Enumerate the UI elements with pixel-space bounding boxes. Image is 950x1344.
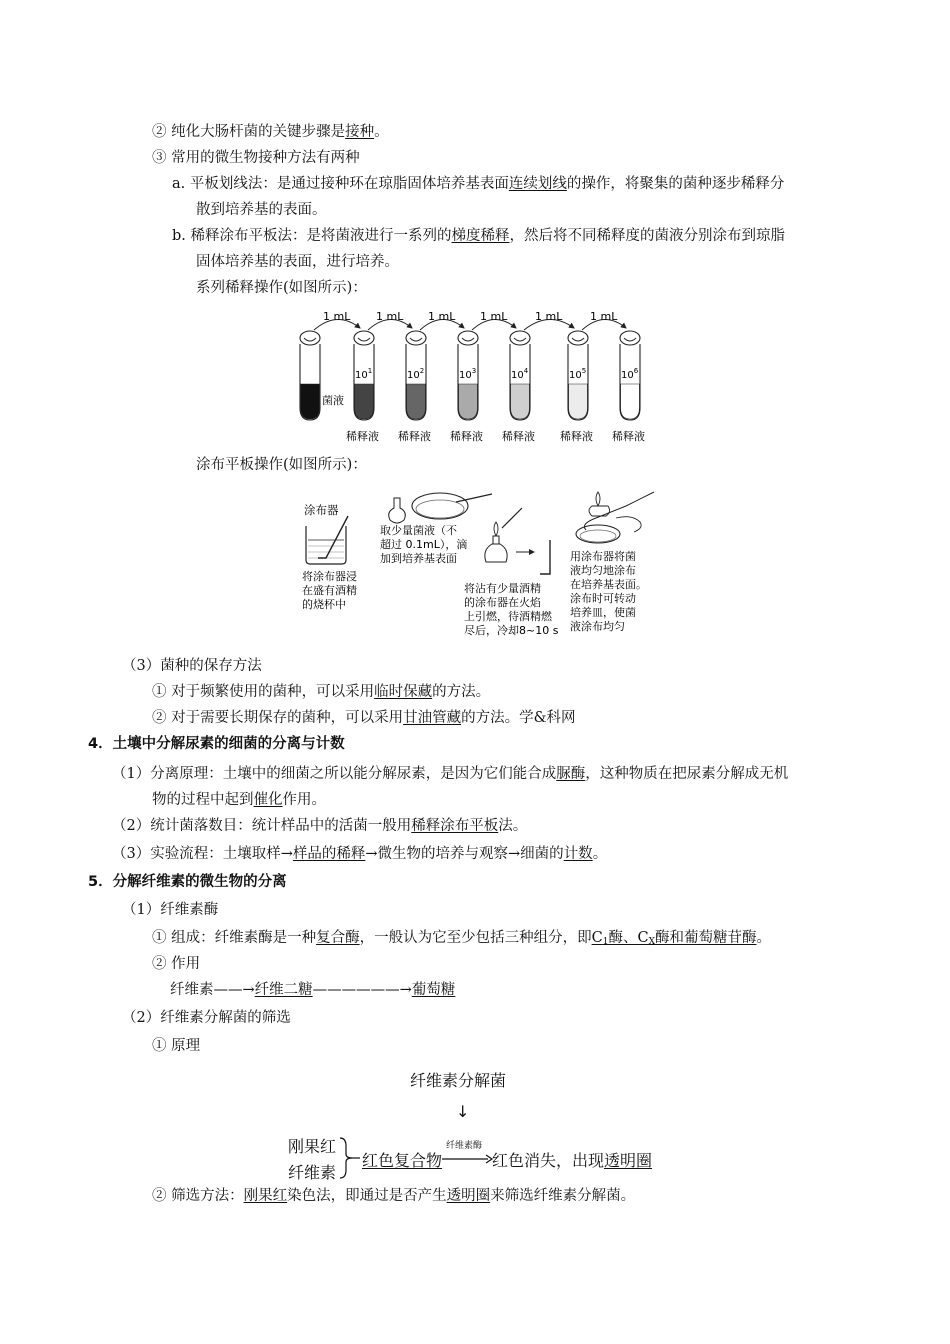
principle-diagram [280, 1066, 700, 1186]
section-heading-4 [88, 734, 345, 754]
dilution-factor: $10^1$ [355, 367, 373, 381]
answer-key: 复合酶 [316, 930, 360, 946]
dilution-figure [290, 308, 660, 448]
exponent: 5 [581, 367, 587, 375]
principle-result [492, 1148, 652, 1171]
exponent: 4 [523, 367, 529, 375]
answer-key: 催化 [253, 792, 283, 808]
section4-item3 [112, 844, 607, 864]
transfer-volume: 1 mL [428, 310, 456, 323]
step1-line1: 将涂布器浸 [302, 570, 357, 583]
step4-line2: 液均匀地涂布 [570, 564, 636, 577]
text: 纤维素 [170, 982, 214, 998]
answer-key: 甘油管藏 [403, 710, 462, 726]
dilution-factor: $10^2$ [407, 367, 425, 381]
step1-line2: 在盛有酒精 [302, 584, 357, 597]
product-red-complex: 红色复合物 [362, 1151, 443, 1170]
diluent-label: 稀释液 [502, 430, 535, 443]
step3-line3: 上引燃，待酒精燃 [464, 610, 552, 623]
transfer-volume: 1 mL [590, 310, 618, 323]
enzyme-label: 纤维素酶 [446, 1141, 483, 1151]
text: （3）实验流程：土壤取样→ [112, 846, 293, 862]
reagent-congo-red: 刚果红 [288, 1137, 337, 1156]
answer-key: 临时保藏 [374, 684, 433, 700]
text: 酶、 [608, 930, 638, 946]
text: 的操作，将聚集的菌种逐步稀释分 [566, 176, 785, 192]
text: 来筛选纤维素分解菌。 [490, 1188, 636, 1204]
screening-method [152, 1186, 635, 1206]
text: 固体培养基的表面，进行培养。 [196, 254, 399, 270]
step2-line3: 加到培养基表面 [380, 552, 457, 565]
step2-line2: 超过 0.1mL），滴 [380, 538, 468, 551]
line-streak-cont [196, 200, 327, 220]
answer-key: 连续划线 [508, 176, 567, 192]
text: 涂布平板操作(如图所示)： [196, 457, 367, 473]
text: b. 稀释涂布平板法：是将菌液进行一系列的 [172, 228, 452, 244]
storage-title [122, 656, 262, 676]
transfer-volume: 1 mL [480, 310, 508, 323]
transfer-volume: 1 mL [323, 310, 351, 323]
subscript: X [648, 937, 655, 947]
answer-key: 葡萄糖 [411, 982, 456, 998]
spread-caption [196, 455, 367, 475]
text: ① 对于频繁使用的菌种，可以采用 [152, 684, 375, 700]
diluent-label: 稀释液 [346, 430, 379, 443]
text: 系列稀释操作(如图所示)： [196, 280, 367, 296]
step3-line1: 将沾有少量酒精 [464, 582, 541, 595]
answer-key: 梯度稀释 [451, 228, 510, 244]
text: （1）纤维素酶 [122, 902, 219, 918]
text: 。 [592, 846, 608, 862]
section4-item2 [112, 816, 527, 836]
answer-key: 透明圈 [446, 1188, 491, 1204]
cellulase-title [122, 900, 218, 920]
test-tube [300, 331, 320, 420]
dilution-factor: $10^3$ [459, 367, 477, 381]
dilution-factor: $10^4$ [511, 367, 529, 381]
cellulose-degradation-flow [170, 980, 455, 1000]
text: ，然后将不同稀释度的菌液分别涂布到琼脂 [509, 228, 785, 244]
diluent-label: 稀释液 [450, 430, 483, 443]
exponent: 3 [471, 367, 477, 375]
step4-line4: 涂布时可转动 [570, 592, 636, 605]
dilution-caption [196, 278, 367, 298]
text: ② 对于需要长期保存的菌种，可以采用 [152, 710, 404, 726]
text: （2）纤维素分解菌的筛选 [122, 1010, 291, 1026]
line-methods [152, 148, 360, 168]
hand-spreading-icon [576, 492, 654, 543]
step4-line5: 培养皿，使菌 [570, 606, 636, 619]
step4-line6: 液涂布均匀 [570, 620, 625, 633]
step1-line3: 的烧杯中 [302, 598, 346, 611]
text: 染色法，即通过是否产生 [287, 1188, 447, 1204]
step4-line1: 用涂布器将菌 [570, 550, 636, 563]
screening-title [122, 1008, 291, 1028]
line-spread-cont [196, 252, 399, 272]
line-purification [152, 122, 389, 142]
diluent-label: 稀释液 [398, 430, 431, 443]
tool-label: 涂布器 [304, 503, 339, 517]
transfer-volume: 1 mL [535, 310, 563, 323]
text: ① 组成：纤维素酶是一种 [152, 930, 317, 946]
exponent: 1 [367, 367, 373, 375]
arrow: ——————→ [312, 982, 412, 998]
text: ② 纯化大肠杆菌的关键步骤是 [152, 124, 346, 140]
storage-item1 [152, 682, 490, 702]
text: ③ 常用的微生物接种方法有两种 [152, 150, 360, 166]
text: 5．分解纤维素的微生物的分离 [88, 874, 287, 890]
text: 酶和葡萄糖苷酶 [654, 930, 757, 946]
answer-key: 透明圈 [604, 1151, 653, 1170]
answer-key: 稀释涂布平板 [411, 818, 499, 834]
answer-key [592, 930, 757, 946]
text: a. 平板划线法：是通过接种环在琼脂固体培养基表面 [172, 176, 509, 192]
cellulase-function-title [152, 954, 200, 974]
line-spread-method [172, 226, 785, 246]
text: 物的过程中起到 [152, 792, 254, 808]
section4-item1 [112, 764, 788, 784]
answer-key: 样品的稀释 [292, 846, 366, 862]
dilution-factor: $10^6$ [621, 367, 639, 381]
arrow: ——→ [213, 982, 255, 998]
text: C [637, 930, 649, 946]
exponent: 2 [419, 367, 425, 375]
text: ① 原理 [152, 1038, 201, 1054]
step2-line1: 取少量菌液（不 [380, 524, 457, 537]
text: 的方法。 [432, 684, 491, 700]
transfer-volume: 1 mL [376, 310, 404, 323]
text: 的方法。学&科网 [461, 710, 576, 726]
answer-key: 纤维二糖 [254, 982, 313, 998]
text: （2）统计菌落数目：统计样品中的活菌一般用 [112, 818, 412, 834]
brace-arrow [338, 1136, 362, 1180]
text: （3）菌种的保存方法 [122, 658, 262, 674]
text: C [591, 930, 603, 946]
alcohol-lamp-icon [485, 508, 550, 574]
text: 4．土壤中分解尿素的细菌的分离与计数 [88, 736, 345, 752]
text: ② 作用 [152, 956, 201, 972]
bacterial-solution-label: 菌液 [322, 394, 344, 407]
text: 。 [374, 124, 389, 140]
subscript: 1 [602, 937, 609, 947]
reagent-cellulose: 纤维素 [288, 1163, 337, 1182]
text: ② 筛选方法： [152, 1188, 244, 1204]
line-streak-method [172, 174, 784, 194]
answer-key: 刚果红 [243, 1188, 288, 1204]
exponent: 6 [633, 367, 639, 375]
section4-item1-cont [152, 790, 326, 810]
reaction-arrow [442, 1154, 494, 1164]
text: 法。 [498, 818, 528, 834]
text: ，一般认为它至少包括三种组分，即 [359, 930, 592, 946]
spread-plate-figure [296, 488, 666, 648]
text: →微生物的培养与观察→细菌的 [365, 846, 564, 862]
text: 散到培养基的表面。 [196, 202, 327, 218]
petri-dish-icon [389, 493, 492, 523]
diluent-label: 稀释液 [560, 430, 593, 443]
text: ，这种物质在把尿素分解成无机 [585, 766, 789, 782]
text: （1）分离原理：土壤中的细菌之所以能分解尿素，是因为它们能合成 [112, 766, 557, 782]
principle-top: 纤维素分解菌 [410, 1071, 507, 1090]
text: 作用。 [282, 792, 326, 808]
principle-title [152, 1036, 200, 1056]
text: 红色消失，出现 [492, 1151, 605, 1170]
answer-key: 脲酶 [556, 766, 586, 782]
answer-key: 计数 [563, 846, 593, 862]
diluent-label: 稀释液 [612, 430, 645, 443]
step4-line3: 在培养基表面。 [570, 578, 647, 591]
cellulase-composition [152, 928, 771, 952]
step3-line4: 尽后，冷却8~10 s [464, 624, 559, 637]
down-arrow: ↓ [456, 1102, 470, 1121]
storage-item2 [152, 708, 576, 728]
answer-key: 接种 [345, 124, 375, 140]
section-heading-5 [88, 872, 287, 892]
dilution-factor: $10^5$ [569, 367, 587, 381]
beaker-icon [306, 516, 348, 564]
step3-line2: 的涂布器在火焰 [464, 596, 541, 609]
text: 。 [756, 930, 771, 946]
